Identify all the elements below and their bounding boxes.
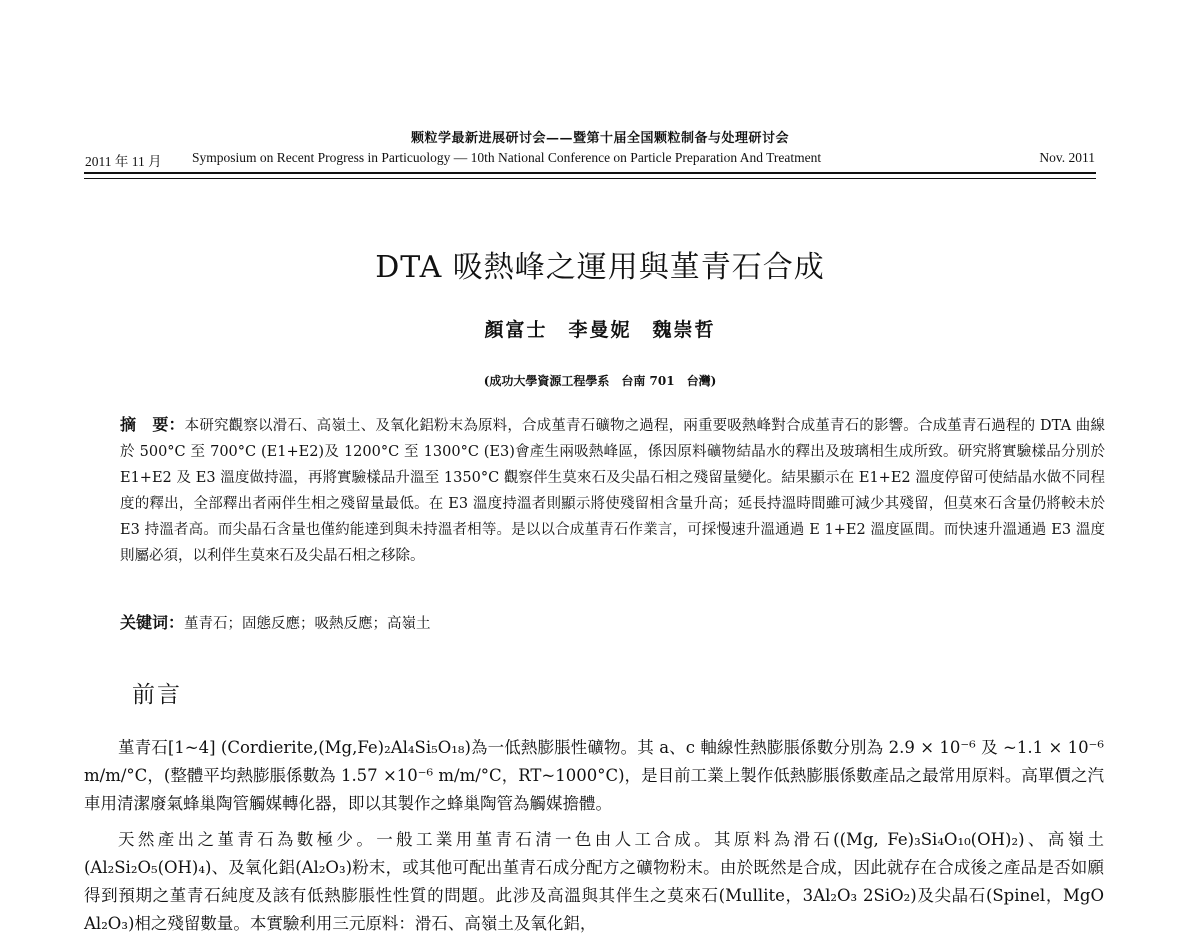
header-date-cn: 2011 年 11 月 [85, 154, 162, 169]
intro-paragraph-1: 堇青石[1~4] (Cordierite,(Mg,Fe)₂Al₄Si₅O₁₈)為一低熱膨脹性礦物。其 a、c 軸線性熱膨脹係數分別為 2.9 × 10⁻⁶ 及 ~1.1 × 10⁻⁶ m/m/°C，(整體平均熱膨脹係數為 1.57 ×10⁻⁶ m/m/°C，RT~1000°C)，是目前工業上製作低熱膨脹係數產品之最常用原料。高單價之汽車用清潔廢氣蜂巢陶管觸媒轉化器，即以其製作之蜂巢陶管為觸媒擔體。 [84, 738, 1104, 813]
section-heading-intro: 前言 [132, 682, 182, 708]
abstract-text: 本研究觀察以滑石、高嶺土、及氧化鋁粉末為原料，合成堇青石礦物之過程，兩重要吸熱峰對合成堇青石的影響。合成堇青石過程的 DTA 曲線於 500°C 至 700°C (E1+E2)及 1200°C 至 1300°C (E3)會產生兩吸熱峰區，係因原料礦物結晶水的釋出及玻璃相生成所致。研究將實驗樣品分別於 E1+E2 及 E3 溫度做持溫，再將實驗樣品升溫至 1350°C 觀察伴生莫來石及尖晶石相之殘留量變化。結果顯示在 E1+E2 溫度停留可使結晶水做不同程度的釋出，全部釋出者兩伴生相之殘留量最低。在 E3 溫度持溫者則顯示將使殘留相含量升高；延長持溫時間雖可減少其殘留，但莫來石含量仍將較未於 E3 持溫者高。而尖晶石含量也僅約能達到與未持溫者相等。是以以合成堇青石作業言，可採慢速升溫通過 E 1+E2 溫度區間。而快速升溫通過 E3 溫度則屬必須，以利伴生莫來石及尖晶石相之移除。 [120, 418, 1105, 564]
header-rule-thick [84, 172, 1096, 174]
running-header [85, 150, 1095, 170]
keywords-text: 堇青石；固態反應；吸熱反應；高嶺土 [184, 616, 431, 632]
author-list: 顏富士 李曼妮 魏崇哲 [484, 319, 716, 341]
header-symposium: Symposium on Recent Progress in Particuology — 10th National Conference on Particle Preparation And Treatment [192, 150, 822, 165]
header-rule-thin [84, 178, 1096, 179]
header-date-en: Nov. 2011 [1039, 150, 1095, 165]
keywords [120, 610, 1105, 633]
conference-title-cn: 颗粒学最新进展研讨会——暨第十届全国颗粒制备与处理研讨会 [410, 131, 789, 146]
keywords-label: 关键词： [120, 613, 185, 632]
paper-title: DTA 吸熱峰之運用與堇青石合成 [375, 250, 825, 285]
abstract [120, 412, 1105, 569]
intro-paragraph-2: 天然產出之堇青石為數極少。一般工業用堇青石清一色由人工合成。其原料為滑石((Mg, Fe)₃Si₄O₁₀(OH)₂)、高嶺土(Al₂Si₂O₅(OH)₄)、及氧化鋁(Al₂O₃)粉末，或其他可配出堇青石成分配方之礦物粉末。由於既然是合成，因此就存在合成後之產品是否如願得到預期之堇青石純度及該有低熱膨脹性性質的問題。此涉及高溫與其伴生之莫來石(Mullite，3Al₂O₃ 2SiO₂)及尖晶石(Spinel，MgO Al₂O₃)相之殘留數量。本實驗利用三元原料：滑石、高嶺土及氧化鋁， [84, 830, 1104, 933]
abstract-label: 摘 要： [120, 415, 185, 434]
affiliation: (成功大學資源工程學系 台南 701 台灣) [483, 374, 717, 388]
